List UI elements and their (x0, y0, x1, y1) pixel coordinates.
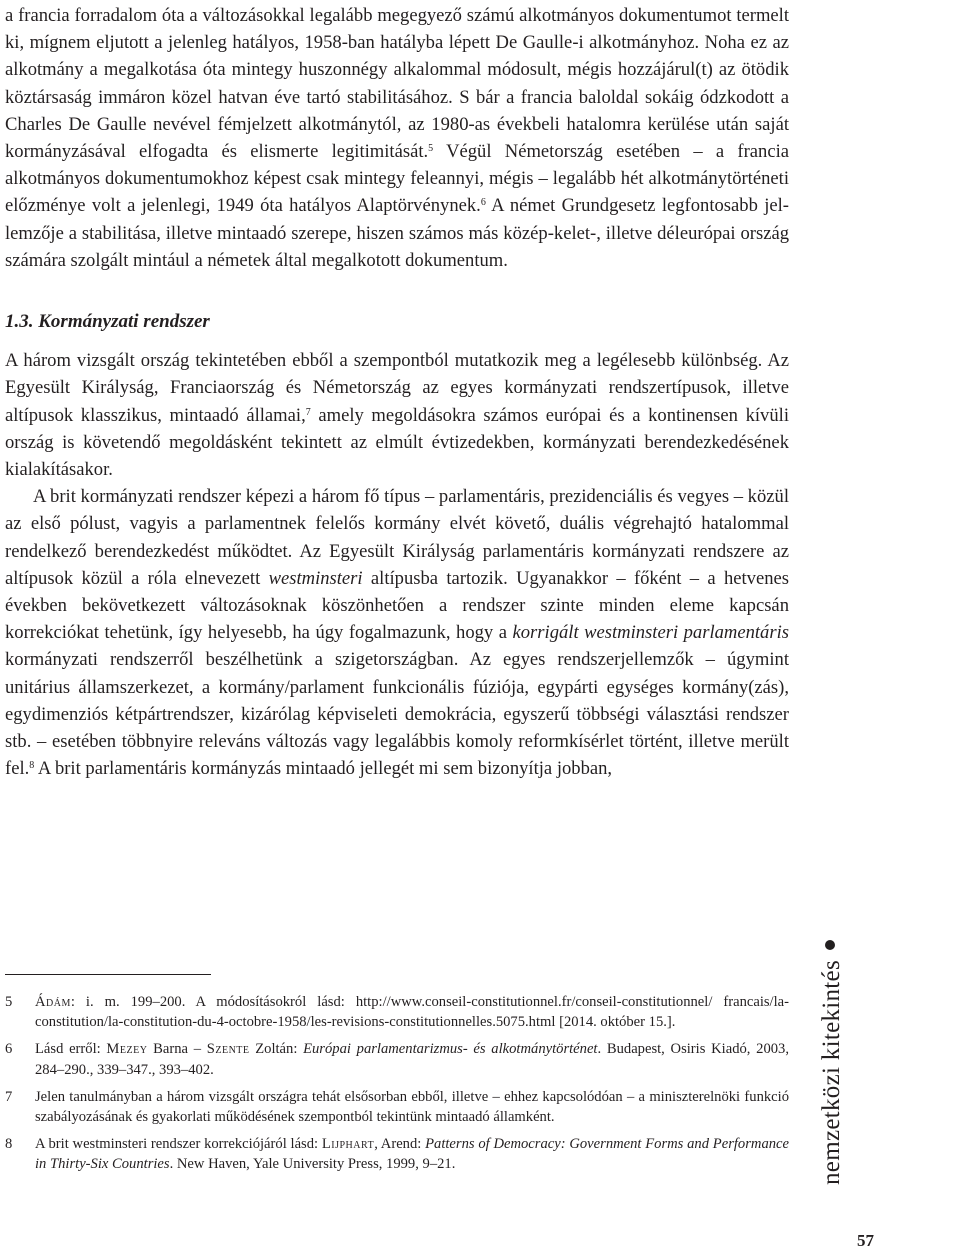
footnote-divider (5, 974, 211, 975)
paragraph-2: A három vizsgált ország tekintetében ebből a szempontból mutatkozik meg a legélesebb különbség. Az Egyesült Királyság, Franciaország és Németország az egyes kormányzati rendszertípusok, illetve altípusok klasszikus, mintaadó államai,$^7$ amely megoldásokra számos európai és a kontinensen kívüli ország is követendő megoldásként tekintett az elmúlt évtizedekben, kormányzati berendezkedésének kialakításakor. (5, 350, 789, 481)
footnote-5: 5 Ádám: i. m. 199–200. A módosításokról lásd: http://www.conseil-constitutionnel.fr/conseil-constitutionnel/ francais/la-constitution/la-constitution-du-4-octobre-1958/les-revisions-constitutionnelles.5075.html [2014. október 15.]. (5, 994, 789, 1031)
footnote-ref-5[interactable]: 5 (428, 143, 434, 155)
footnote-8: 8 A brit westminsteri rendszer korrekciójáról lásd: Lijphart, Arend: Patterns of Democracy: Government Forms and Performance in Thirty-Six Countries. New Haven, Yale University Press, 1999, 9–21. (5, 1136, 789, 1173)
footnote-ref-6[interactable]: 6 (480, 197, 486, 209)
footnote-ref-8[interactable]: 8 (29, 760, 35, 772)
section-heading: 1.3. Kormányzati rendszer (5, 311, 210, 333)
main-text (5, 2, 789, 782)
page-number: 57 (857, 1231, 874, 1250)
footnote-7: 7 Jelen tanulmányban a három vizsgált országra tehát elsősorban ebből, illetve – ehhez kapcsolódóan – a miniszterelnöki funkció szabályozásának és gyakorlati működésének szempontból tekintünk mintaadó államként. (5, 1088, 789, 1126)
journal-side-label: nemzetközi kitekintés (818, 940, 846, 1185)
paragraph-1: a francia forradalom óta a változásokkal legalább megegyező számú alkotmányos dokumentumot termelt ki, mígnem eljutott a jelenleg hatályos, 1958-ban hatályba lépett De Gaulle-i alkotmányhoz. Noha ez az alkotmány a megalkotása óta mintegy huszonnégy alkalommal módosult, mégis hozzájárul(t) az ötödik köztársaság immáron közel hatvan éve tartó stabilitásához. S bár a francia baloldal sokáig ódzkodott a Charles De Gaulle nevével fémjelzett alkotmánytól, az 1980-as évekbeli hatalomra kerülése után saját kormányzásával elfogadta és elismerte legitimitását.$^5$ Végül Németország esetében – a francia alkotmányos dokumentumokhoz képest csak mintegy feleannyi, mégis – legalább hét alkotmánytörténeti előzménye volt a jelenlegi, 1949 óta hatályos Alaptörvénynek.$^6$ A német Grundgesetz legfontosabb jellemzője a stabilitása, illetve mintaadó szerepe, hiszen számos más közép-kelet-, illetve déleurópai ország számára szolgált mintául a németek által megalkotott dokumentum. (5, 5, 789, 271)
footnote-ref-7[interactable]: 7 (305, 406, 311, 418)
footnote-6: 6 Lásd erről: Mezey Barna – Szente Zoltán: Európai parlamentarizmus- és alkotmánytörténet. Budapest, Osiris Kiadó, 2003, 284–290., 339–347., 393–402. (5, 1041, 789, 1078)
paragraph-3: A brit kormányzati rendszer képezi a három fő típus – parlamentáris, prezidenciális és vegyes – közül az első pólust, vagyis a parlamentnek felelős kormány elvét követő, duális végrehajtó hatalommal rendelkező berendezkedést működtet. Az Egyesült Királyság parlamentáris kormányzati rendszere az altípusok közül a róla elnevezett westminsteri altípusba tartozik. Ugyanakkor – főként – a hetvenes években bekövetkezett változásoknak köszönhetően a rendszer szinte minden eleme kapcsán korrekciókat tehetünk, így helyesebb, ha úgy fogalmazunk, hogy a korrigált westminsteri parlamentáris kormányzati rendszerről beszélhetünk a szigetországban. Az egyes rendszerjellemzők – úgymint unitárius államszerkezet, a kormány/parlament funkcionális fúziója, egypárti egységes kormány(zás), egydimenziós kétpártrendszer, kizárólag képviseleti demokrácia, egyszerű többségi választási rendszer stb. – esetében többnyire releváns változás vagy legalábbis komoly reformkísérlet történt, illetve merült fel.$^8$ A brit parlamentáris kormányzás mintaadó jellegét mi sem bizonyítja jobban, (5, 486, 789, 780)
bullet-dot-icon (825, 940, 835, 950)
footnotes (5, 992, 789, 1182)
